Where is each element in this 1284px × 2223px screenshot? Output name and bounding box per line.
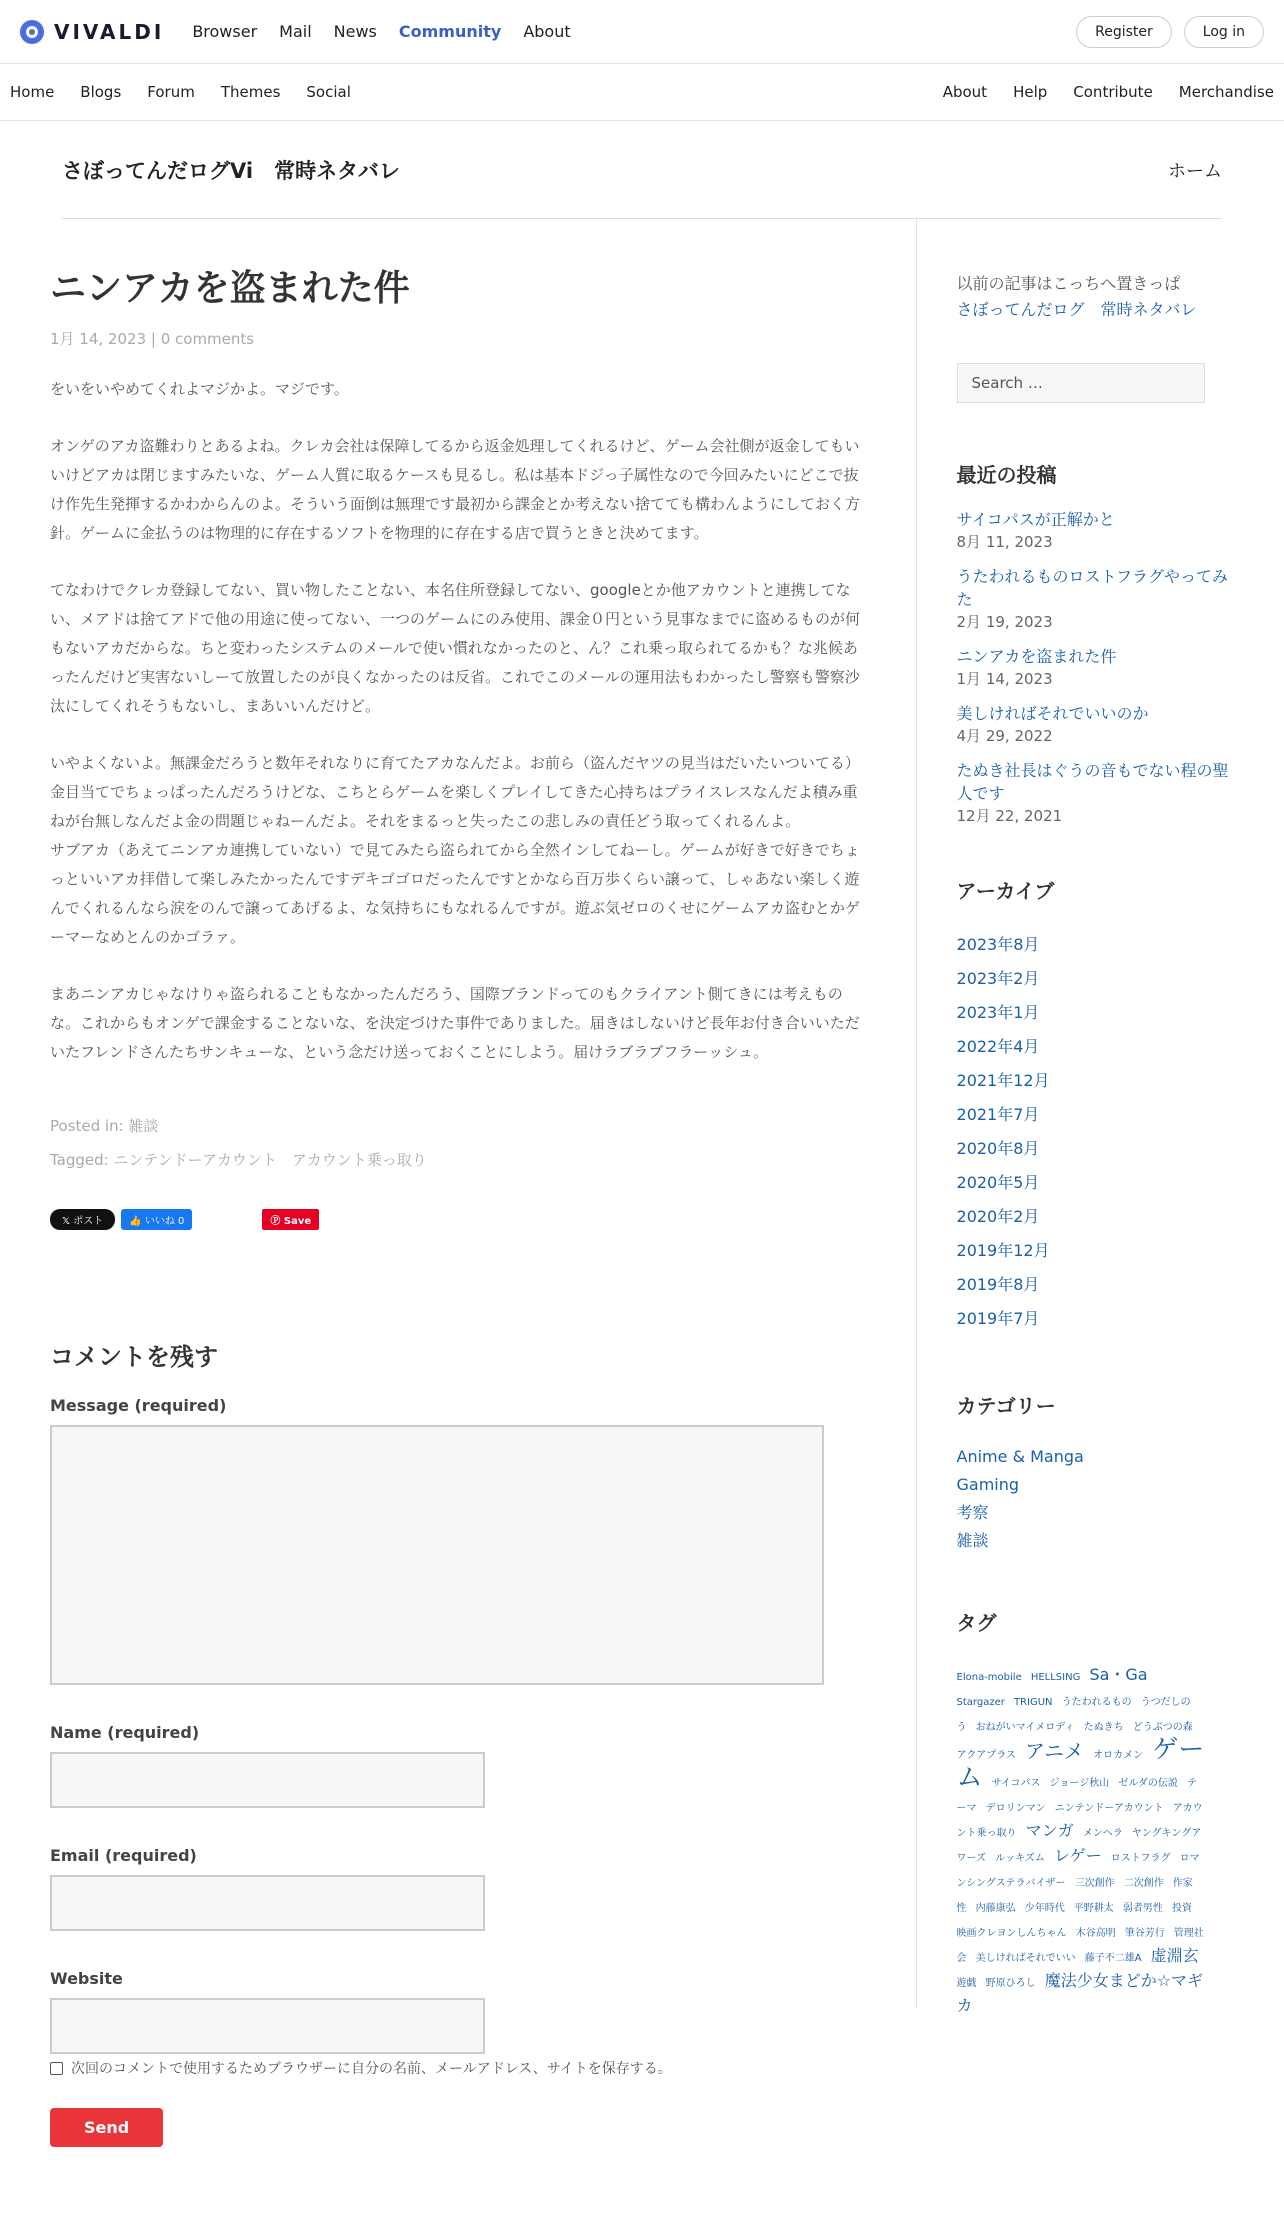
tag-link[interactable]: 美しければそれでいい (975, 1953, 1076, 1964)
tag-link[interactable]: 筆谷芳行 (1124, 1928, 1165, 1939)
tag-link[interactable]: ゲーム (956, 1735, 1205, 1793)
website-label: Website (50, 1969, 123, 1989)
comment-form-title: コメントを残す (50, 1343, 218, 1372)
tag-link[interactable]: サイコパス (991, 1778, 1041, 1789)
recent-post-item (957, 702, 1234, 747)
tag-link[interactable]: 木谷高明 (1075, 1928, 1116, 1939)
subnav-social[interactable]: Social (306, 83, 351, 101)
tag-link[interactable]: おねがいマイメロディ (975, 1722, 1075, 1733)
tag-link[interactable]: 平野耕太 (1073, 1903, 1114, 1914)
archive-link[interactable]: 2021年7月 (956, 1105, 1040, 1124)
recent-post-date: 12月 22, 2021 (956, 807, 1063, 825)
tag-link[interactable]: TRIGUN (1013, 1697, 1053, 1708)
name-field[interactable] (50, 1752, 485, 1808)
blog-header (62, 121, 1222, 219)
subnav-help[interactable]: Help (1013, 83, 1048, 101)
recent-post-date: 4月 29, 2022 (956, 727, 1053, 745)
tag-link[interactable]: 管理社会 (956, 1928, 1204, 1964)
tag-link[interactable]: 弱者男性 (1122, 1903, 1163, 1914)
post-paragraph: オンゲのアカ盗難わりとあるよね。クレカ会社は保障してるから返金処理してくれるけど、ゲーム会社側が返金してもいいけどアカは閉じますみたいな、ゲーム人質に取るケースも見るし。私は基本ドジっ子属性なので今回みたいにどこで抜け作先生発揮するかわからんのよ。そういう面倒は無理です最初から課金とか考えない捨てても構わんようにしておく方針。ゲームに金払うのは物理的に存在するソフトを物理的に存在する店で買うときと決めてます。 (50, 437, 861, 543)
auth-buttons (1076, 16, 1264, 48)
sidebar (916, 219, 1234, 2015)
intro-text: 以前の記事はこっちへ置きっぱ (956, 274, 1181, 293)
archives-list (957, 928, 1234, 1336)
archive-link[interactable]: 2019年7月 (956, 1309, 1040, 1328)
tag-link[interactable]: 映画クレヨンしんちゃん (956, 1928, 1067, 1939)
recent-post-date: 8月 11, 2023 (956, 533, 1053, 551)
post-comment-count[interactable]: 0 comments (160, 330, 255, 349)
categories-list (957, 1443, 1234, 1555)
community-nav (0, 64, 1284, 121)
post-taxonomy (50, 1109, 866, 1177)
tag-link[interactable]: ゼルダの伝説 (1118, 1778, 1178, 1789)
subnav-blogs[interactable]: Blogs (80, 83, 122, 101)
tagged-label: Tagged: (50, 1151, 114, 1170)
tag-link[interactable]: 内藤康弘 (975, 1903, 1016, 1914)
top-nav-mail[interactable]: Mail (279, 22, 312, 41)
tag-link[interactable]: テーマ (956, 1778, 1198, 1814)
post-paragraph: いやよくないよ。無課金だろうと数年それなりに育てたアカなんだよ。お前ら（盗んだヤツの見当はだいたいついてる）金目当てでちょっぱったんだろうけどな、こちとらゲームを楽しくプレイしてきた心持ちはプライスレスなんだよ積み重ねが台無しなんだよ金の問題じゃねーんだよ。それをまるっと失ったこの悲しみの責任どう取ってくれるんよ。 サブアカ（あえてニンアカ連携していない）で見てみたら盗られてから全然インしてねーし。ゲームが好きで好きでちょっといいアカ拝借して楽しみたかったんですデキゴゴロだったんですとかなら百万歩くらい譲って、しゃあない楽しく遊んでくれるんなら涙をのんで譲ってあげるよ、な気持ちにもなれるんですが。遊ぶ気ゼロのくせにゲームアカ盗むとかゲーマーなめとんのかゴラァ。 (50, 754, 860, 947)
recent-post-date: 1月 14, 2023 (956, 670, 1053, 688)
sidebar-intro (957, 271, 1234, 323)
category-link[interactable]: 考察 (956, 1503, 989, 1522)
tag-link[interactable]: マンガ (1025, 1821, 1074, 1840)
archive-link[interactable]: 2023年2月 (956, 969, 1040, 988)
tag-link[interactable]: たぬきち (1083, 1722, 1124, 1733)
recent-post-link[interactable]: たぬき社長はぐうの音もでない程の聖人です (956, 761, 1229, 803)
vivaldi-logo-icon (20, 20, 44, 44)
archives-title: アーカイブ (956, 879, 1055, 903)
recent-post-link[interactable]: 美しければそれでいいのか (956, 704, 1149, 723)
tag-link[interactable]: デロリンマン (985, 1803, 1046, 1814)
posted-in (50, 1109, 866, 1143)
tag-link[interactable]: 投資 (1171, 1903, 1192, 1914)
subnav-contribute[interactable]: Contribute (1073, 83, 1153, 101)
recent-post-item (957, 565, 1234, 633)
subnav-home[interactable]: Home (10, 83, 55, 101)
tag-link[interactable]: アニメ (1025, 1739, 1085, 1763)
logo-text: VIVALDI (54, 19, 165, 44)
tag-link[interactable]: うたわれるもの (1061, 1697, 1132, 1708)
subnav-themes[interactable]: Themes (220, 83, 281, 101)
meta-separator: | (146, 330, 161, 349)
save-info-checkbox[interactable] (50, 2062, 63, 2075)
archive-link[interactable]: 2022年4月 (956, 1037, 1040, 1056)
tag-link[interactable]: Sa・Ga (1089, 1665, 1148, 1684)
posted-in-label: Posted in: (50, 1117, 129, 1136)
post-date[interactable]: 1月 14, 2023 (50, 330, 147, 349)
tag-link[interactable]: 少年時代 (1024, 1903, 1065, 1914)
message-label: Message (required) (50, 1396, 227, 1416)
tag-link[interactable]: 遊戯 (956, 1978, 977, 1989)
archive-link[interactable]: 2023年1月 (956, 1003, 1040, 1022)
tag-link[interactable]: 野原ひろし (985, 1978, 1036, 1989)
post-meta (50, 328, 866, 349)
tag-cloud (957, 1664, 1205, 2017)
post-paragraph: てなわけでクレカ登録してない、買い物したことない、本名住所登録してない、googleとか他アカウントと連携してない、メアドは捨てアドで他の用途に使ってない、一つのゲームにのみ使用、課金０円という見事なまでに盗めるものが何もないアカだからな。ちと変わったシステムのメールで使い慣れなかったのと、ん？これ乗っ取られてるかも？な兆候あったんだけど実害ないしーて放置したのが良くなかったのは反省。これでこのメールの運用法もわかったし警察も警察沙汰にしてくれそうもないし、まあいいんだけど。 (50, 581, 861, 716)
top-nav-community[interactable]: Community (398, 22, 502, 41)
email-label: Email (required) (50, 1846, 197, 1866)
old-blog-link[interactable]: さぼってんだログ 常時ネタバレ (956, 300, 1197, 319)
share-buttons (50, 1207, 866, 1231)
tags-title: タグ (956, 1611, 997, 1635)
tag-link[interactable]: 三次創作 (1074, 1878, 1115, 1889)
website-field[interactable] (50, 1998, 485, 2054)
tag-link[interactable]: オロカメン (1093, 1750, 1144, 1761)
category-link[interactable]: 雑談 (128, 1117, 159, 1136)
tag-link[interactable]: ヤングキングアワーズ (956, 1828, 1202, 1864)
send-button[interactable]: Send (50, 2108, 163, 2147)
archive-link[interactable]: 2019年12月 (956, 1241, 1050, 1260)
pinterest-save-button[interactable]: Ⓟ Save (262, 1209, 319, 1230)
recent-post-link[interactable]: ニンアカを盗まれた件 (956, 647, 1117, 666)
tag-link[interactable]: どうぶつの森 (1132, 1722, 1193, 1733)
tag-link[interactable]: ロストフラグ (1110, 1853, 1171, 1864)
archive-link[interactable]: 2021年12月 (956, 1071, 1050, 1090)
tag-links[interactable]: ニンテンドーアカウント アカウント乗っ取り (113, 1151, 427, 1170)
post-paragraph: まあニンアカじゃなけりゃ盗られることもなかったんだろう、国際ブランドってのもクライアント側てきには考えものな。これからもオンゲで課金することないな、を決定づけた事件でありました。届きはしないけど長年お付き合いいただいたフレンドさんたちサンキューな、という念だけ送っておくことにしよう。届けラブラブフラーッシュ。 (50, 985, 860, 1062)
tag-link[interactable]: 魔法少女まどか☆マギカ (956, 1971, 1204, 2015)
tag-link[interactable]: ジョージ秋山 (1049, 1778, 1110, 1789)
tag-link[interactable]: アカウント乗っ取り (956, 1803, 1203, 1839)
archive-link[interactable]: 2023年8月 (956, 935, 1040, 954)
subnav-about[interactable]: About (942, 83, 988, 101)
recent-posts-list (957, 508, 1234, 827)
post-title: ニンアカを盗まれた件 (50, 268, 410, 309)
recent-post-item (957, 508, 1234, 553)
category-link[interactable]: Gaming (956, 1475, 1020, 1494)
recent-post-item (957, 759, 1234, 827)
tag-link[interactable]: 虚淵玄 (1150, 1946, 1199, 1965)
tag-link[interactable]: うつだしのう (956, 1697, 1191, 1733)
categories-title: カテゴリー (956, 1394, 1056, 1418)
search-input[interactable]: Search … (957, 363, 1205, 403)
vivaldi-logo[interactable] (20, 20, 164, 44)
blog-home-link[interactable]: ホーム (1168, 160, 1222, 182)
recent-post-date: 2月 19, 2023 (956, 613, 1053, 631)
main-content (50, 219, 866, 2147)
archive-link[interactable]: 2020年5月 (956, 1173, 1040, 1192)
facebook-like-button[interactable]: 👍 いいね 0 (121, 1209, 192, 1230)
subnav-forum[interactable]: Forum (147, 83, 195, 101)
archive-link[interactable]: 2020年8月 (956, 1139, 1040, 1158)
tag-link[interactable]: ロマンシングステラバイザー (956, 1853, 1200, 1889)
post-body (50, 375, 866, 1067)
blog-title[interactable]: さぼってんだログVi 常時ネタバレ (62, 158, 400, 183)
tag-link[interactable]: レゲー (1054, 1846, 1102, 1865)
top-nav-about[interactable]: About (523, 22, 571, 41)
tag-link[interactable]: HELLSING (1030, 1672, 1081, 1683)
tag-link[interactable]: ニンテンドーアカウント (1054, 1803, 1164, 1814)
archive-link[interactable]: 2019年8月 (956, 1275, 1040, 1294)
name-label: Name (required) (50, 1723, 200, 1743)
tag-link[interactable]: ルッキズム (995, 1853, 1045, 1864)
tag-link[interactable]: 藤子不二雄A (1084, 1953, 1142, 1964)
tag-link[interactable]: 作家性 (956, 1878, 1193, 1914)
archive-link[interactable]: 2020年2月 (956, 1207, 1040, 1226)
tag-link[interactable]: Stargazer (956, 1697, 1005, 1708)
recent-post-link[interactable]: うたわれるものロストフラグやってみた (956, 567, 1229, 609)
post-paragraph: をいをいやめてくれよマジかよ。マジです。 (50, 380, 349, 399)
save-info-label: 次回のコメントで使用するためブラウザーに自分の名前、メールアドレス、サイトを保存する。 (71, 2061, 672, 2078)
recent-post-link[interactable]: サイコパスが正解かと (956, 510, 1115, 529)
tag-link[interactable]: Elona-mobile (956, 1672, 1022, 1683)
category-link[interactable]: Anime & Manga (956, 1447, 1084, 1466)
tag-link[interactable]: メンヘラ (1082, 1828, 1123, 1839)
save-info-row (50, 2058, 866, 2078)
subnav-merchandise[interactable]: Merchandise (1178, 83, 1274, 101)
login-button[interactable]: Log in (1184, 16, 1264, 48)
category-link[interactable]: 雑談 (956, 1531, 989, 1550)
top-nav-browser[interactable]: Browser (192, 22, 258, 41)
register-button[interactable]: Register (1076, 16, 1172, 48)
recent-posts-title: 最近の投稿 (956, 463, 1057, 487)
message-textarea[interactable] (50, 1425, 824, 1685)
tag-link[interactable]: 二次創作 (1123, 1878, 1164, 1889)
top-nav (192, 22, 570, 41)
email-field[interactable] (50, 1875, 485, 1931)
tag-link[interactable]: アクアプラス (956, 1750, 1016, 1761)
site-header (0, 0, 1284, 64)
recent-post-item (957, 645, 1234, 690)
x-share-button[interactable]: 𝕏 ポスト (50, 1209, 115, 1230)
tagged (50, 1143, 866, 1177)
top-nav-news[interactable]: News (333, 22, 377, 41)
